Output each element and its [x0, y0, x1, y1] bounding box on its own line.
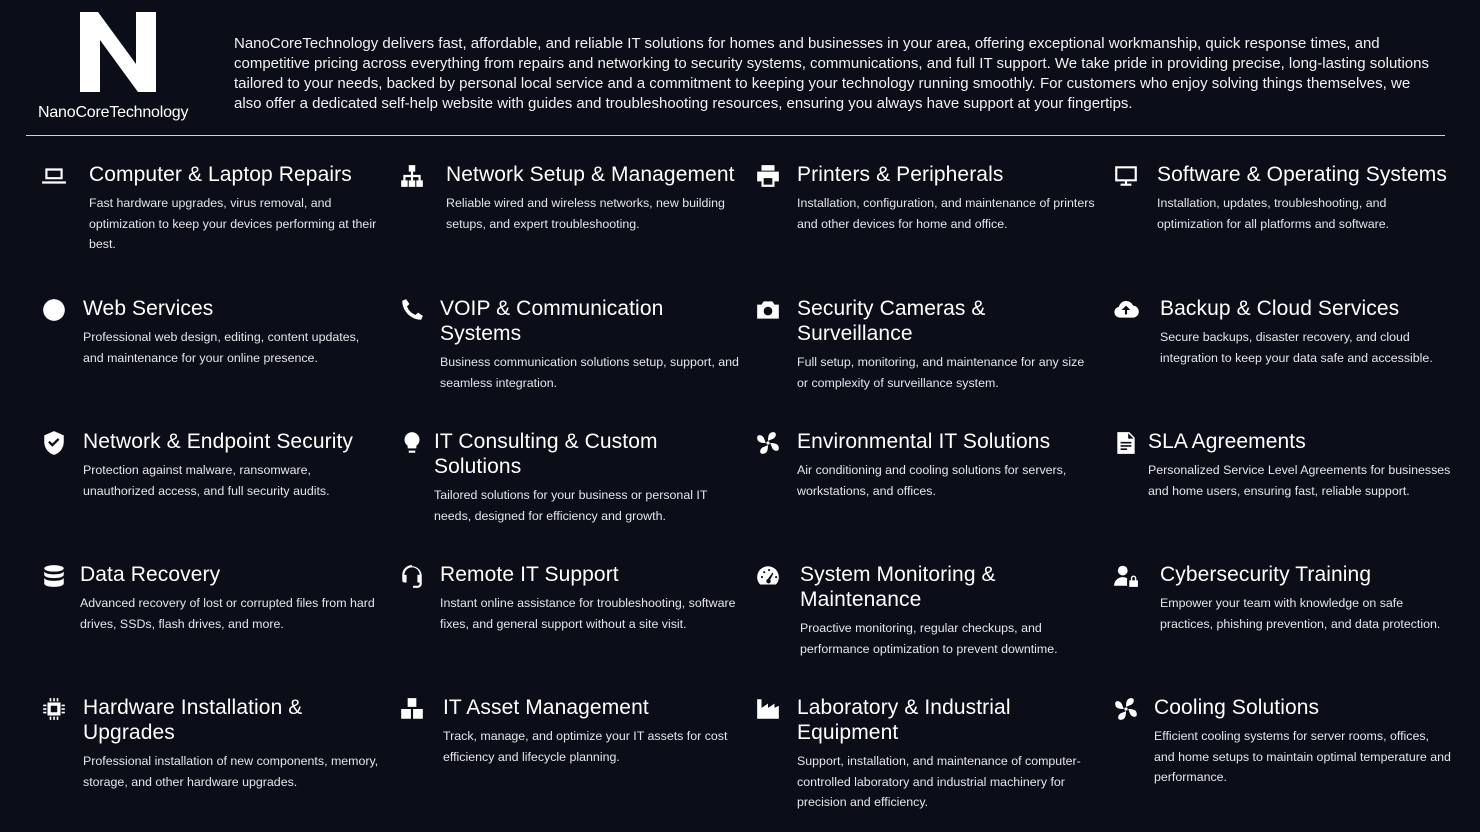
gauge-icon	[754, 562, 782, 590]
brand-name: NanoCoreTechnology	[38, 104, 189, 121]
service-title: System Monitoring & Maintenance	[800, 563, 996, 611]
service-desc: Secure backups, disaster recovery, and cloud integration to keep your data safe and accessible.	[1160, 330, 1433, 365]
service-title: Network & Endpoint Security	[83, 430, 353, 453]
globe-icon	[40, 296, 68, 324]
service-desc: Installation, configuration, and maintenance of printers and other devices for home and office.	[797, 196, 1095, 231]
database-icon	[40, 562, 68, 590]
logo-n-icon	[80, 12, 158, 92]
service-title: SLA Agreements	[1148, 430, 1306, 453]
laptop-icon	[40, 162, 68, 190]
service-desc: Instant online assistance for troubleshooting, software fixes, and general support without a site visit.	[440, 596, 736, 631]
service-desc: Air conditioning and cooling solutions for servers, workstations, and offices.	[797, 463, 1067, 498]
service-title: Network Setup & Management	[446, 163, 735, 186]
lightbulb-icon	[398, 429, 426, 457]
network-icon	[398, 162, 426, 190]
service-desc: Efficient cooling systems for server rooms, offices, and home setups to maintain optimal temperature and performance.	[1154, 729, 1451, 784]
service-title: Laboratory & Industrial Equipment	[797, 696, 1011, 744]
service-title: Software & Operating Systems	[1157, 163, 1447, 186]
service-desc: Professional web design, editing, content updates, and maintenance for your online presence.	[83, 330, 360, 365]
chip-icon	[40, 695, 68, 723]
service-desc: Business communication solutions setup, support, and seamless integration.	[440, 355, 739, 390]
service-title: Printers & Peripherals	[797, 163, 1004, 186]
service-title: Cybersecurity Training	[1160, 563, 1372, 586]
service-desc: Protection against malware, ransomware, unauthorized access, and full security audits.	[83, 463, 330, 498]
cloud-upload-icon	[1112, 296, 1140, 324]
fan-icon	[1112, 695, 1140, 723]
contract-icon	[1112, 429, 1140, 457]
intro-text: NanoCoreTechnology delivers fast, affordable, and reliable IT solutions for homes and businesses in your area, offering exceptional workmanship, quick response times, and competitive pricing across everything from repairs and networking to security systems, communications, and full IT support. We take pride in providing precise, long-lasting solutions tailored to your needs, backed by personal local service and a commitment to keeping your technology running smoothly. For customers who enjoy solving things themselves, we also offer a dedicated self-help website with guides and troubleshooting resources, ensuring you always have support at your fingertips.	[234, 35, 1429, 112]
service-desc: Support, installation, and maintenance of computer-controlled laboratory and industrial machinery for precision and efficiency.	[797, 754, 1081, 809]
service-desc: Advanced recovery of lost or corrupted files from hard drives, SSDs, flash drives, and more.	[80, 596, 375, 631]
service-desc: Reliable wired and wireless networks, new building setups, and expert troubleshooting.	[446, 196, 725, 231]
service-title: Environmental IT Solutions	[797, 430, 1051, 453]
service-desc: Track, manage, and optimize your IT assets for cost efficiency and lifecycle planning.	[443, 729, 728, 764]
service-title: Security Cameras & Surveillance	[797, 297, 986, 345]
phone-icon	[398, 296, 426, 324]
service-desc: Fast hardware upgrades, virus removal, and optimization to keep your devices performing at their best.	[89, 196, 377, 251]
printer-icon	[754, 162, 782, 190]
service-desc: Installation, updates, troubleshooting, and optimization for all platforms and software.	[1157, 196, 1390, 231]
service-title: Computer & Laptop Repairs	[89, 163, 352, 186]
service-title: VOIP & Communication Systems	[440, 297, 664, 345]
service-desc: Full setup, monitoring, and maintenance for any size or complexity of surveillance system.	[797, 355, 1085, 390]
service-title: Cooling Solutions	[1154, 696, 1320, 719]
service-desc: Professional installation of new components, memory, storage, and other hardware upgrades.	[83, 754, 379, 789]
fan-icon	[754, 429, 782, 457]
header-divider	[26, 135, 1445, 136]
monitor-icon	[1112, 162, 1140, 190]
site-header	[0, 0, 1480, 136]
shield-check-icon	[40, 429, 68, 457]
camera-icon	[754, 296, 782, 324]
service-title: Backup & Cloud Services	[1160, 297, 1400, 320]
service-title: IT Consulting & Custom Solutions	[434, 430, 658, 478]
service-desc: Proactive monitoring, regular checkups, and performance optimization to prevent downtime.	[800, 621, 1058, 656]
service-title: IT Asset Management	[443, 696, 649, 719]
headset-icon	[398, 562, 426, 590]
service-title: Remote IT Support	[440, 563, 619, 586]
boxes-icon	[398, 695, 426, 723]
service-title: Data Recovery	[80, 563, 221, 586]
service-desc: Personalized Service Level Agreements for businesses and home users, ensuring fast, reliable support.	[1148, 463, 1451, 498]
service-title: Web Services	[83, 297, 214, 320]
service-desc: Tailored solutions for your business or personal IT needs, designed for efficiency and growth.	[434, 488, 708, 523]
user-lock-icon	[1112, 562, 1140, 590]
industry-icon	[754, 695, 782, 723]
service-title: Hardware Installation & Upgrades	[83, 696, 303, 744]
service-desc: Empower your team with knowledge on safe practices, phishing prevention, and data protection.	[1160, 596, 1441, 631]
